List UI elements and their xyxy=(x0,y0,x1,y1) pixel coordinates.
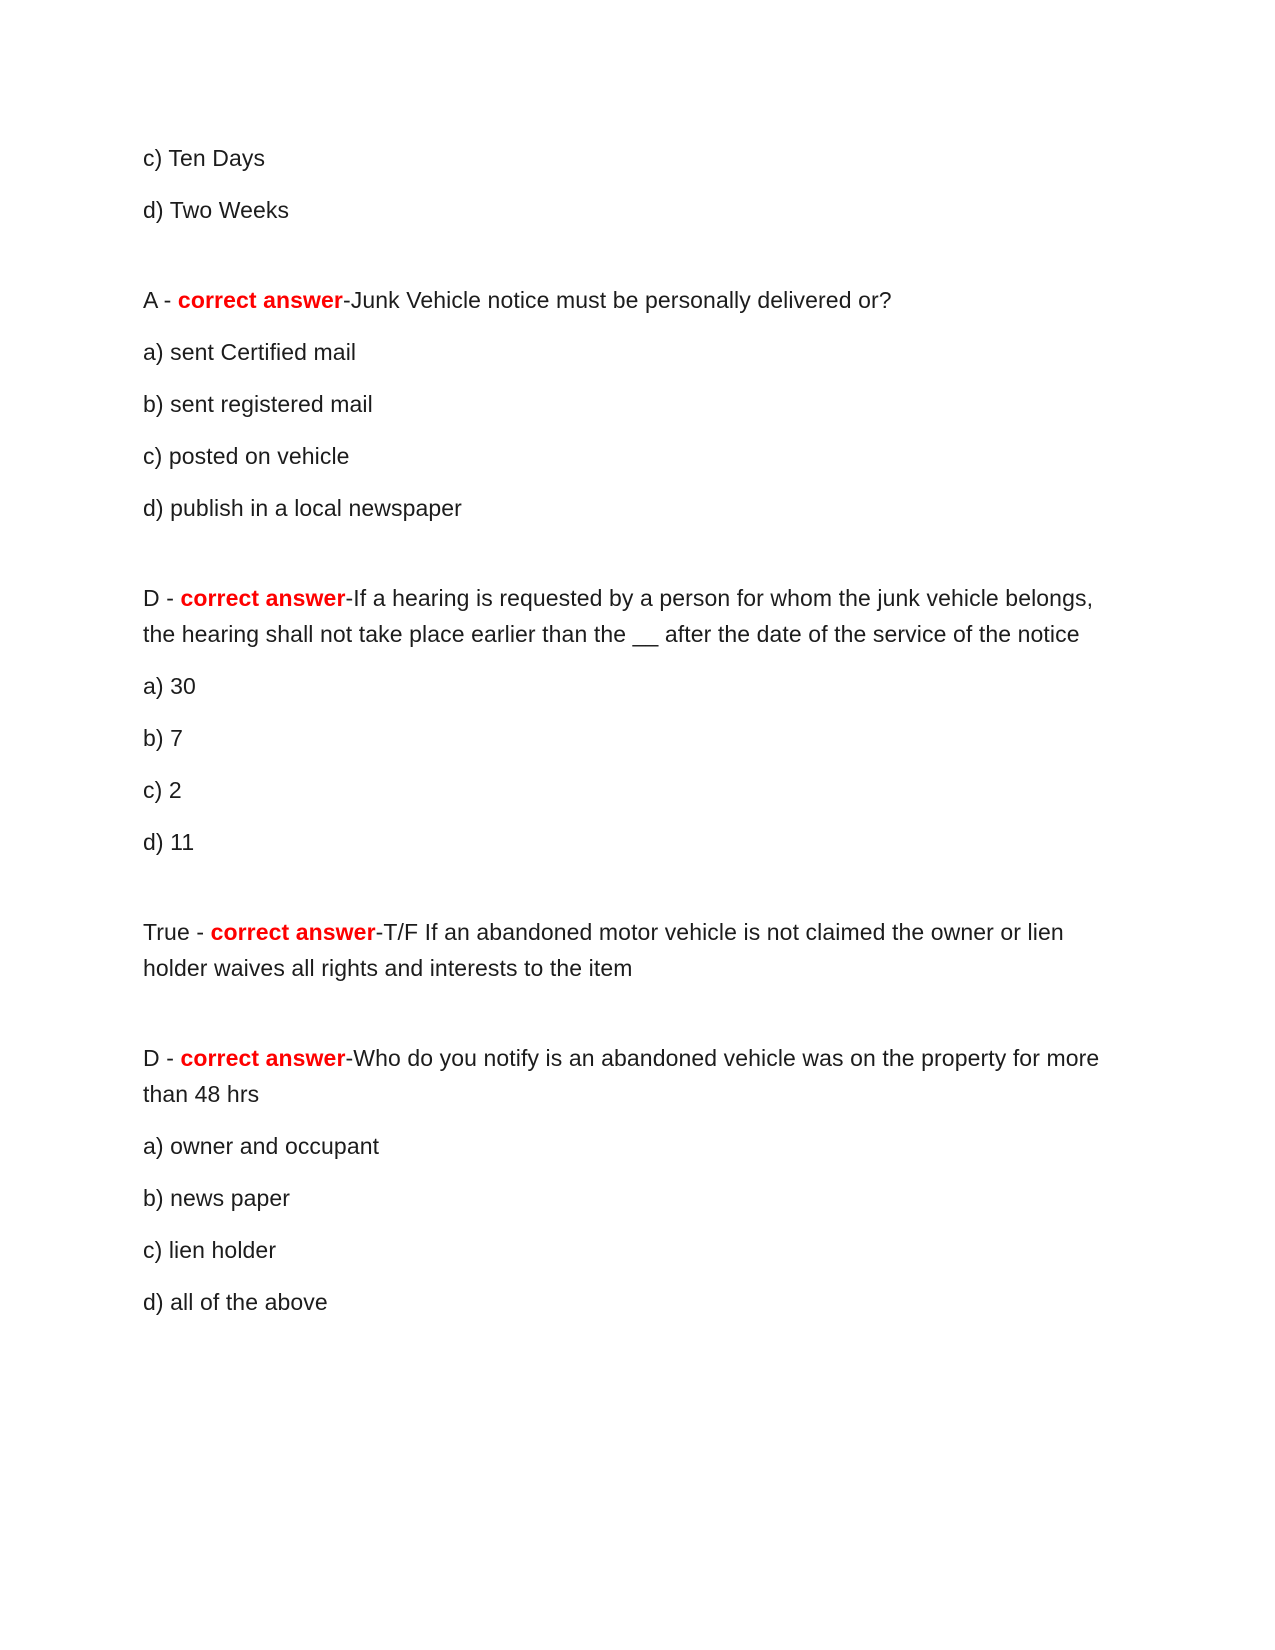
question-text xyxy=(143,580,1118,652)
question-block xyxy=(143,140,1129,228)
answer-letter: D - xyxy=(143,585,181,611)
answer-option: b) 7 xyxy=(143,725,184,751)
correct-answer-label: correct answer xyxy=(177,287,343,313)
correct-answer-label: correct answer xyxy=(180,1045,346,1071)
answer-option: c) posted on vehicle xyxy=(143,443,350,469)
question-body: -Who do you notify is an abandoned vehicle was on the property for more than 48 hrs xyxy=(143,1045,1100,1107)
question-body: -If a hearing is requested by a person for whom the junk vehicle belongs, the hearing shall not take place earlier than the __ after the date of the service of the notice xyxy=(143,585,1094,647)
question-body: -Junk Vehicle notice must be personally delivered or? xyxy=(342,287,892,313)
question-block xyxy=(143,1040,1129,1320)
answer-option: c) Ten Days xyxy=(143,145,266,171)
answer-option: b) sent registered mail xyxy=(143,391,373,417)
correct-answer-label: correct answer xyxy=(210,919,376,945)
answer-option: a) sent Certified mail xyxy=(143,339,357,365)
question-block xyxy=(143,914,1129,986)
answer-option: a) owner and occupant xyxy=(143,1133,380,1159)
answer-letter: D - xyxy=(143,1045,181,1071)
question-text xyxy=(143,914,1118,986)
answer-option: c) 2 xyxy=(143,777,182,803)
correct-answer-label: correct answer xyxy=(180,585,346,611)
question-text xyxy=(143,282,1118,318)
question-text xyxy=(143,1040,1118,1112)
question-body: -T/F If an abandoned motor vehicle is not claimed the owner or lien holder waives all rights and interests to the item xyxy=(143,919,1064,981)
answer-option: d) 11 xyxy=(143,829,195,855)
question-block xyxy=(143,580,1129,860)
answer-option: a) 30 xyxy=(143,673,196,699)
question-block xyxy=(143,282,1129,526)
answer-letter: True - xyxy=(143,919,211,945)
answer-option: c) lien holder xyxy=(143,1237,277,1263)
answer-option: d) publish in a local newspaper xyxy=(143,495,462,521)
answer-option: b) news paper xyxy=(143,1185,291,1211)
answer-letter: A - xyxy=(143,287,178,313)
answer-option: d) all of the above xyxy=(143,1289,328,1315)
answer-option: d) Two Weeks xyxy=(143,197,290,223)
